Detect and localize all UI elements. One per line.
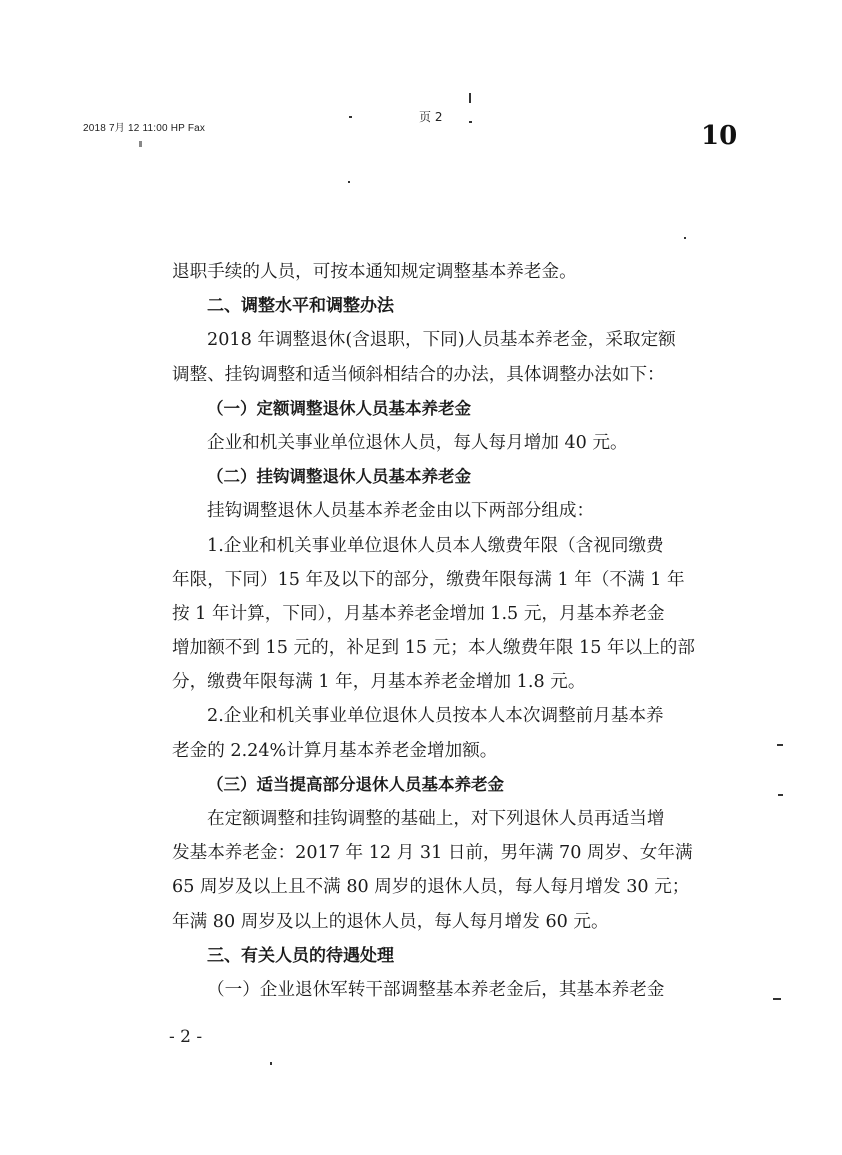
paragraph-line: 调整、挂钩调整和适当倾斜相结合的办法，具体调整办法如下： xyxy=(172,364,665,385)
scan-speck xyxy=(469,93,471,103)
paragraph-line: 挂钩调整退休人员基本养老金由以下两部分组成： xyxy=(207,501,595,522)
scan-speck xyxy=(778,794,783,796)
scan-speck xyxy=(348,181,350,183)
scan-speck xyxy=(349,116,352,118)
paragraph-line: 老金的 2.24%计算月基本养老金增加额。 xyxy=(172,740,498,761)
scan-speck xyxy=(139,141,142,147)
paragraph-line: 退职手续的人员，可按本通知规定调整基本养老金。 xyxy=(172,262,577,282)
fax-header-stamp: 2018 7月 12 11:00 HP Fax xyxy=(83,123,206,134)
document-body xyxy=(172,255,702,1007)
subsection-heading: （三）适当提高部分退休人员基本养老金 xyxy=(207,774,504,794)
fax-page-label: 页 2 xyxy=(419,110,443,124)
subsection-heading: （二）挂钩调整退休人员基本养老金 xyxy=(207,467,471,487)
paragraph-line: 1.企业和机关事业单位退休人员本人缴费年限（含视同缴费 xyxy=(207,535,664,556)
corner-page-number: 10 xyxy=(701,121,738,151)
paragraph-line: 企业和机关事业单位退休人员，每人每月增加 40 元。 xyxy=(207,432,628,453)
paragraph-line: 发基本养老金：2017 年 12 月 31 日前，男年满 70 周岁、女年满 xyxy=(172,843,693,864)
scan-speck xyxy=(773,998,781,1000)
paragraph-line: 65 周岁及以上且不满 80 周岁的退休人员，每人每月增发 30 元； xyxy=(172,877,690,898)
scan-speck xyxy=(684,237,686,239)
paragraph-line: 年限，下同）15 年及以下的部分，缴费年限每满 1 年（不满 1 年 xyxy=(172,569,685,590)
paragraph-line: （一）企业退休军转干部调整基本养老金后，其基本养老金 xyxy=(207,979,665,1000)
page-footer-number: - 2 - xyxy=(169,1027,203,1047)
scan-speck xyxy=(270,1062,272,1065)
paragraph-line: 分，缴费年限每满 1 年，月基本养老金增加 1.8 元。 xyxy=(172,672,586,693)
paragraph-line xyxy=(172,323,702,357)
paragraph-line: 增加额不到 15 元的，补足到 15 元；本人缴费年限 15 年以上的部 xyxy=(172,638,695,659)
paragraph-line: 2.企业和机关事业单位退休人员按本人本次调整前月基本养 xyxy=(207,706,664,727)
paragraph-text: 2018 年调整退休(含退职，下同)人员基本养老金，采取定额 xyxy=(207,330,676,351)
section-heading: 二、调整水平和调整办法 xyxy=(207,296,394,317)
scan-speck xyxy=(469,121,472,123)
section-heading: 三、有关人员的待遇处理 xyxy=(207,945,394,966)
subsection-heading: （一）定额调整退休人员基本养老金 xyxy=(207,398,471,418)
paragraph-line: 在定额调整和挂钩调整的基础上，对下列退休人员再适当增 xyxy=(207,809,665,829)
paragraph-line: 年满 80 周岁及以上的退休人员，每人每月增发 60 元。 xyxy=(172,911,609,932)
paragraph-line: 按 1 年计算，下同），月基本养老金增加 1.5 元，月基本养老金 xyxy=(172,603,665,624)
scan-speck xyxy=(777,744,783,746)
